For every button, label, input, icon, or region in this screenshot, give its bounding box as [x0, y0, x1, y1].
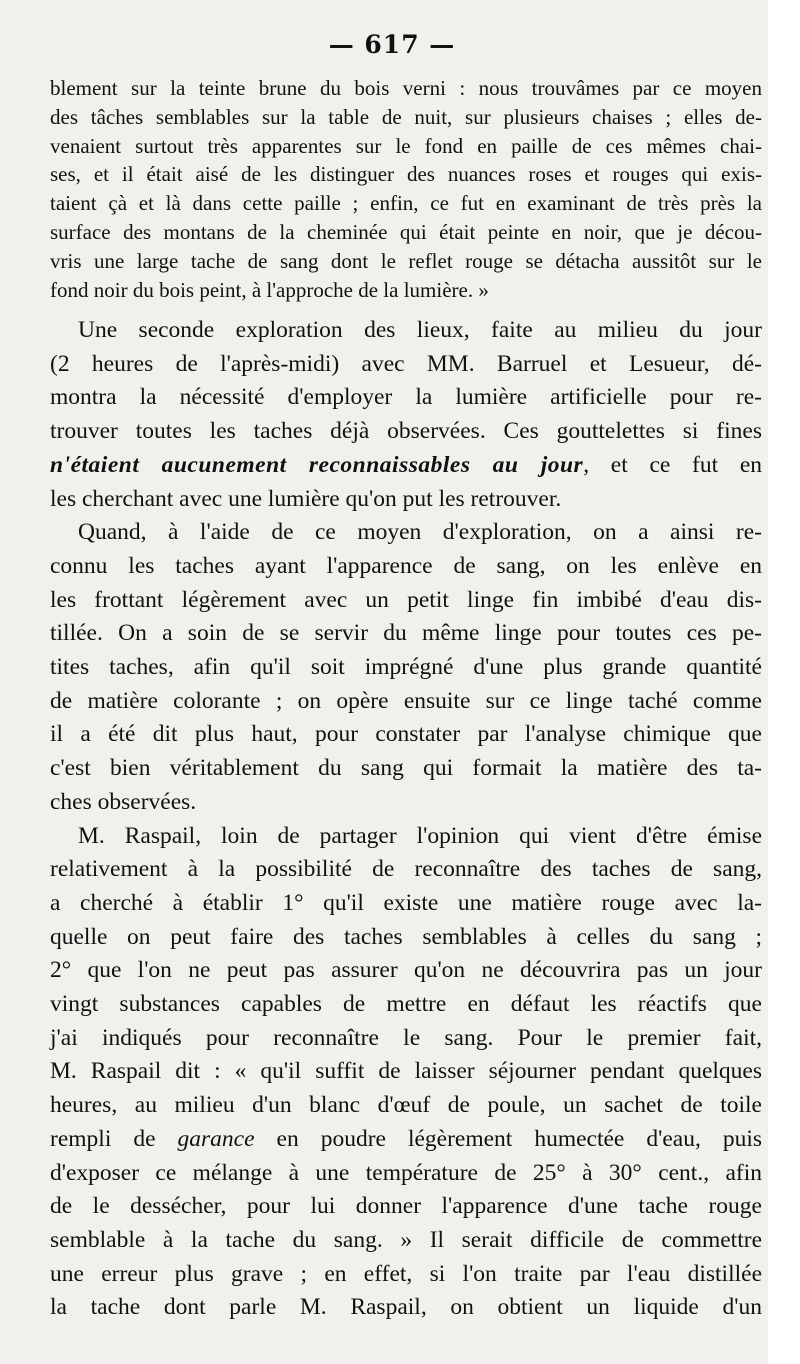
text-line: Une seconde exploration des lieux, faite au milieu du jour — [78, 317, 762, 343]
text-line: (2 heures de l'après-midi) avec MM. Barruel et Lesueur, dé- — [50, 350, 762, 377]
text-line: trouver toutes les taches déjà observées. Ces gouttelettes si fines — [50, 418, 762, 445]
text-line: tites taches, afin qu'il soit imprégné d'une plus grande quantité — [50, 654, 762, 681]
text-line: relativement à la possibilité de reconnaître des taches de sang, — [50, 856, 762, 883]
text-line: de matière colorante ; on opère ensuite sur ce linge taché comme — [50, 687, 762, 714]
text-line — [50, 1123, 762, 1157]
text-line: les frottant légèrement avec un petit linge fin imbibé d'eau dis- — [50, 586, 762, 613]
quote-line: blement sur la teinte brune du bois verni : nous trouvâmes par ce moyen — [50, 76, 762, 100]
text-line: de le dessécher, pour lui donner l'apparence d'une tache rouge — [50, 1193, 762, 1220]
text-line: M. Raspail dit : « qu'il suffit de laisser séjourner pendant quelques — [50, 1058, 762, 1085]
text-line: ches observées. — [50, 788, 197, 815]
text-fragment: en poudre légèrement humectée d'eau, puis — [254, 1125, 762, 1152]
text-fragment: rempli de — [50, 1125, 178, 1152]
quote-line: des tâches semblables sur la table de nuit, sur plusieurs chaises ; elles de- — [50, 104, 762, 129]
paragraph-procedure — [50, 516, 762, 819]
text-line: semblable à la tache du sang. » Il serait difficile de commettre — [50, 1226, 762, 1253]
quote-line: taient çà et là dans cette paille ; enfin, ce fut en examinant de très près la — [50, 191, 762, 216]
paragraph-raspail — [50, 820, 762, 1326]
emphasized-text: n'étaient aucunement reconnaissables au jour — [50, 451, 584, 478]
text-line: a cherché à établir 1° qu'il existe une matière rouge avec la- — [50, 889, 762, 916]
text-fragment: , et ce fut en — [583, 451, 762, 478]
text-line: d'exposer ce mélange à une température de 25° à 30° cent., afin — [50, 1159, 762, 1186]
text-line — [50, 449, 762, 483]
paragraph-exploration — [50, 314, 762, 516]
quote-line: venaient surtout très apparentes sur le fond en paille de ces mêmes chai- — [50, 133, 762, 158]
italic-term: garance — [177, 1125, 255, 1152]
page-number: — 617 — — [328, 30, 456, 59]
quote-line: vris une large tache de sang dont le reflet rouge se détacha aussitôt sur le — [50, 248, 762, 273]
text-line: Quand, à l'aide de ce moyen d'exploration, on a ainsi re- — [78, 519, 762, 546]
body-text — [50, 314, 762, 1325]
text-line: 2° que l'on ne peut pas assurer qu'on ne découvrira pas un jour — [50, 957, 762, 984]
text-line: quelle on peut faire des taches semblables à celles du sang ; — [50, 923, 762, 950]
text-line: c'est bien véritablement du sang qui formait la matière des ta- — [50, 755, 762, 782]
text-line: M. Raspail, loin de partager l'opinion qui vient d'être émise — [78, 822, 762, 849]
text-line: il a été dit plus haut, pour constater par l'analyse chimique que — [50, 721, 762, 748]
text-line: la tache dont parle M. Raspail, on obtient un liquide d'un — [50, 1294, 762, 1321]
quote-line: surface des montans de la cheminée qui était peinte en noir, que je décou- — [50, 219, 762, 244]
text-line: connu les taches ayant l'apparence de sang, on les enlève en — [50, 552, 762, 579]
text-line: montra la nécessité d'employer la lumière artificielle pour re- — [50, 384, 762, 411]
quote-line: fond noir du bois peint, à l'approche de la lumière. » — [50, 277, 489, 302]
text-line: vingt substances capables de mettre en défaut les réactifs que — [50, 991, 762, 1018]
text-line: heures, au milieu d'un blanc d'œuf de poule, un sachet de toile — [50, 1092, 762, 1119]
quoted-passage — [50, 74, 762, 304]
text-line: les cherchant avec une lumière qu'on put les retrouver. — [50, 485, 562, 512]
text-line: j'ai indiqués pour reconnaître le sang. Pour le premier fait, — [50, 1024, 762, 1051]
text-line: une erreur plus grave ; en effet, si l'on traite par l'eau distillée — [50, 1260, 762, 1287]
quote-line: ses, et il était aisé de les distinguer des nuances roses et rouges qui exis- — [50, 162, 762, 187]
text-line: tillée. On a soin de se servir du même linge pour toutes ces pe- — [50, 620, 762, 647]
